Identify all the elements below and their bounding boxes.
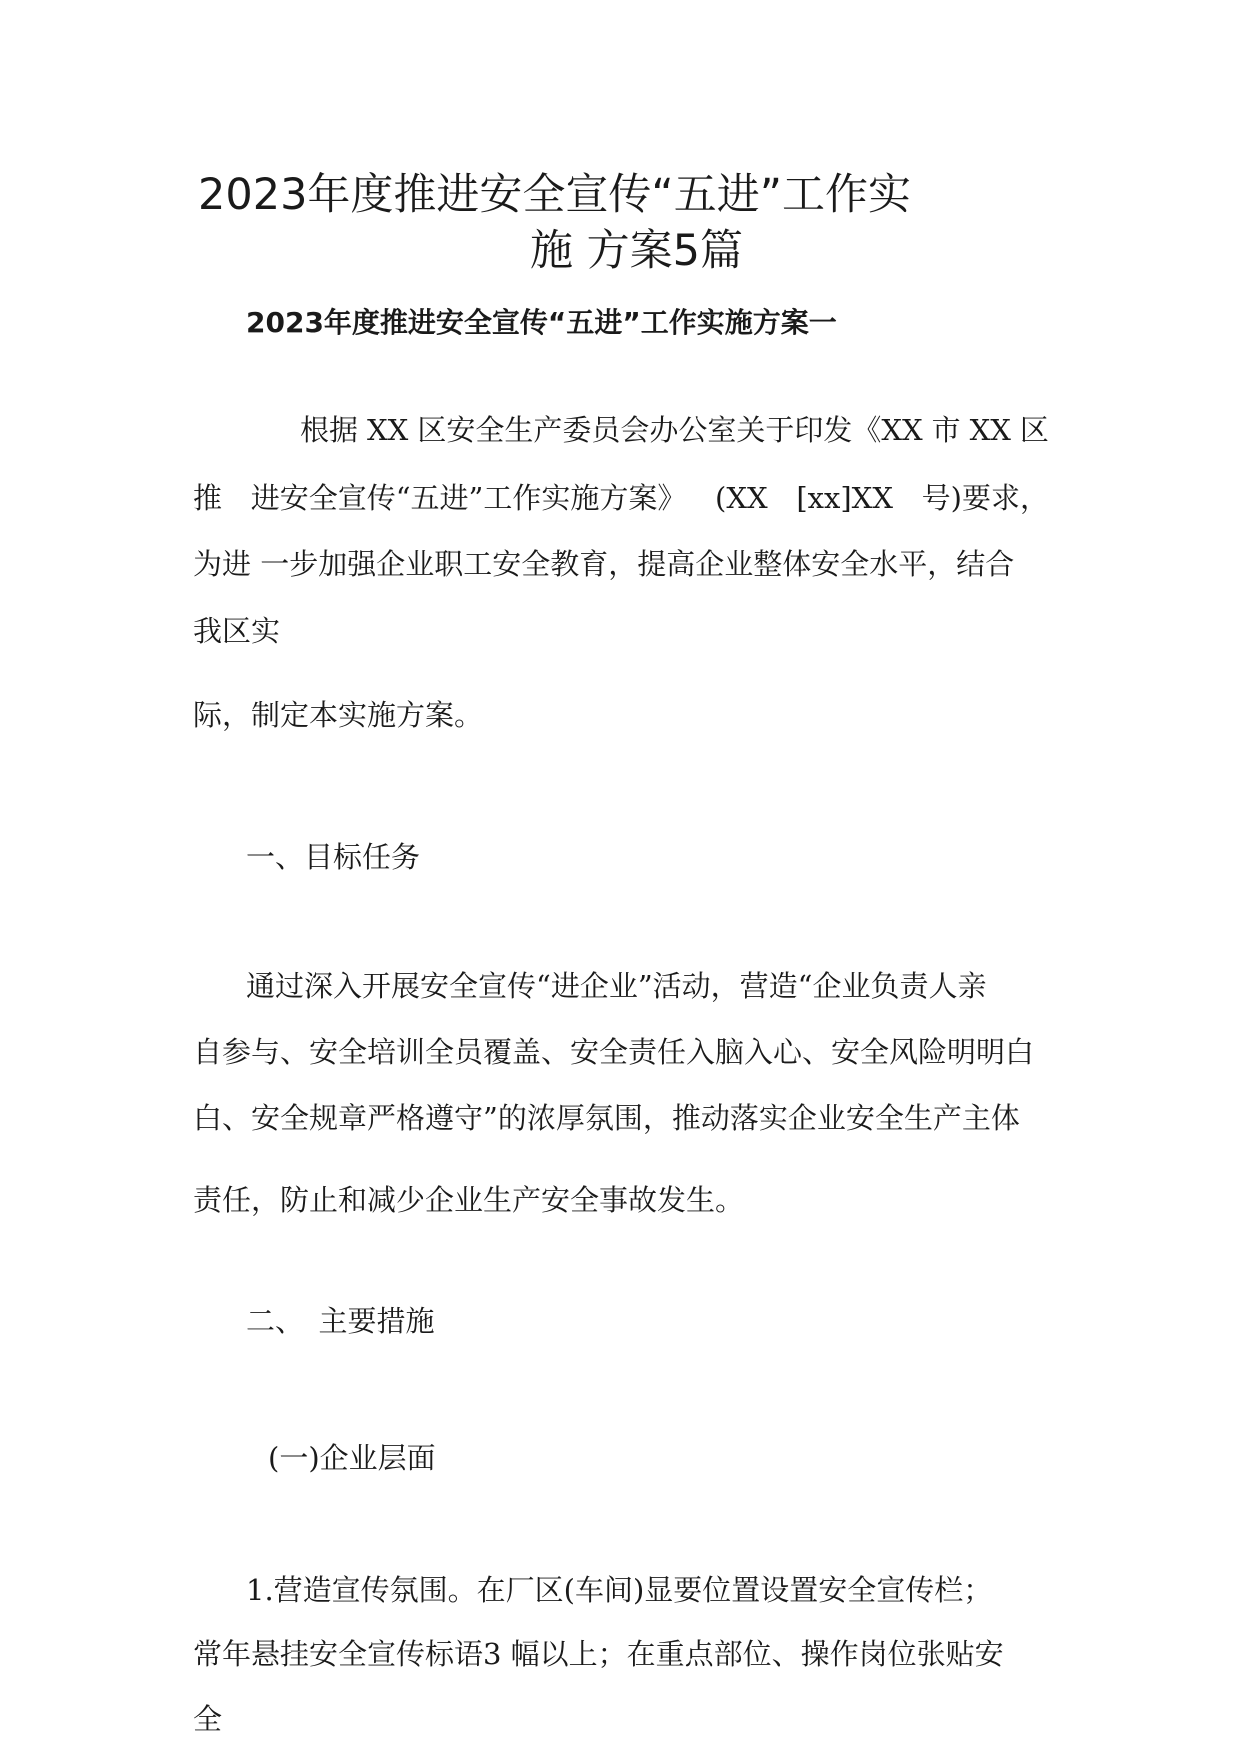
word: XX — [969, 413, 1011, 447]
paragraph-1-line-4: 我区实 — [193, 614, 281, 648]
paragraph-2-line-1: 通过深入开展安全宣传“进企业”活动，营造“企业负责人亲 — [246, 969, 987, 1003]
paragraph-2-line-2: 自参与、安全培训全员覆盖、安全责任入脑入心、安全风险明明白 — [193, 1035, 1035, 1069]
document-title-line-2: 施 方案5篇 — [530, 226, 744, 276]
word: XX — [367, 413, 409, 447]
word: 市 — [931, 413, 961, 447]
paragraph-3-line-1: 1.营造宣传氛围。在厂区(车间)显要位置设置安全宣传栏； — [246, 1573, 993, 1607]
word: 根据 — [300, 413, 359, 447]
word: [xx]XX — [796, 481, 893, 515]
heading-enterprise-level: (一)企业层面 — [268, 1441, 436, 1475]
paragraph-1-line-1 — [300, 413, 1049, 447]
word: 推 — [193, 481, 223, 515]
paragraph-1-line-5: 际，制定本实施方案。 — [193, 698, 484, 732]
word: (XX — [715, 481, 768, 515]
heading-goals: 一、目标任务 — [246, 840, 421, 874]
paragraph-3-line-2: 常年悬挂安全宣传标语3 幅以上；在重点部位、操作岗位张贴安 — [193, 1637, 1004, 1671]
paragraph-2-line-4: 责任，防止和减少企业生产安全事故发生。 — [193, 1183, 745, 1217]
paragraph-3-line-3: 全 — [193, 1702, 223, 1736]
word: 进安全宣传“五进”工作实施方案》 — [250, 481, 687, 515]
document-title-line-1: 2023年度推进安全宣传“五进”工作实 — [198, 170, 911, 220]
word: 号)要求， — [921, 481, 1049, 515]
paragraph-2-line-3: 白、安全规章严格遵守”的浓厚氛围，推动落实企业安全生产主体 — [193, 1101, 1020, 1135]
paragraph-1-line-3: 为进 一步加强企业职工安全教育，提高企业整体安全水平，结合 — [193, 547, 1015, 581]
word: 区 — [1019, 413, 1049, 447]
paragraph-1-line-2 — [193, 481, 1049, 515]
heading-main-measures: 二、 主要措施 — [246, 1304, 435, 1338]
section-subtitle: 2023年度推进安全宣传“五进”工作实施方案一 — [246, 306, 837, 339]
word: 区安全生产委员会办公室关于印发《XX — [417, 413, 923, 447]
